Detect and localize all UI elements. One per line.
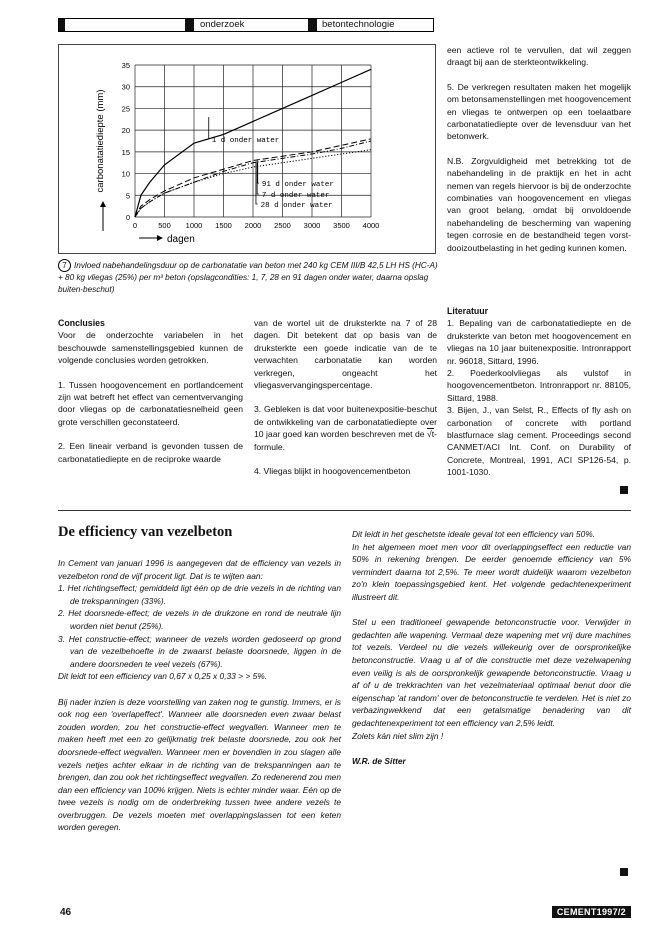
- paragraph: In Cement van januari 1996 is aangegeven dat de efficiency van vezels in vezelbeton rond de vijf procent ligt. Dat is te wijten aan:: [58, 558, 341, 581]
- reference-item: 1. Bepaling van de carbonatatiediepte en de druksterkte van beton met hoogovencement en vliegas na 10 jaar buitenexpositie. Intronrapport nr. 96018, Sittard, 1996.: [447, 318, 631, 366]
- paragraph: 3. Gebleken is dat voor buitenexpositie-beschut de ontwikkeling van de carbonatatiediepte over 10 jaar goed kan worden beschreven met de: [254, 404, 437, 440]
- right-column-text: [447, 44, 631, 254]
- conclusions-heading: Conclusies: [58, 318, 105, 328]
- paragraph: 1. Tussen hoogovencement en portlandcement zijn wat betreft het effect van cementvervanging door vliegas op de carbonatatiesnelheid geen grote verschillen geconstateerd.: [58, 379, 243, 427]
- page-number: 46: [60, 907, 72, 918]
- header-section: onderzoek: [200, 19, 245, 30]
- journal-badge: CEMENT1997/2: [552, 906, 631, 918]
- x-tick-label: 0: [132, 221, 138, 230]
- x-tick-label: 4000: [362, 221, 380, 230]
- y-tick-label: 5: [125, 191, 130, 201]
- x-tick-label: 3000: [303, 221, 321, 230]
- y-tick-label: 20: [121, 126, 130, 136]
- paragraph: 4. Vliegas blijkt in hoogovencementbeton: [254, 466, 411, 477]
- y-tick-label: 0: [125, 213, 130, 222]
- x-tick-label: 2000: [244, 221, 262, 230]
- paragraph: van de wortel uit de druksterkte na 7 of 28 dagen. Dit betekent dat op basis van de druksterkte een goede indicatie van de te verwachten carbonatatie kan worden verkregen, ongeacht het vliegasvervangingspercentage.: [254, 318, 437, 391]
- y-axis-arrowhead: [100, 201, 106, 207]
- annotation-leader: [258, 163, 259, 183]
- caption-text: Invloed nabehandelingsduur op de carbonatatie van beton met 240 kg CEM III/B 42,5 LH HS (HC-A) + 80 kg vliegas (25%) per m³ beton (opslagcondities: 1, 7, 28 en 91 dagen onder water, daarna opslag buiten-beschut): [58, 261, 438, 294]
- header-marker: [185, 19, 194, 31]
- literature-section: [447, 305, 631, 479]
- x-axis-label: dagen: [167, 234, 195, 245]
- sqrt-formula: √t: [427, 429, 435, 440]
- formula-suffix: -formule.: [254, 429, 438, 452]
- section-divider: [58, 510, 631, 511]
- y-tick-label: 30: [121, 82, 130, 92]
- x-tick-label: 500: [158, 221, 171, 230]
- y-axis-label: carbonatatiediepte (mm): [95, 89, 106, 193]
- list-item: 2. Het doorsnede-effect; de vezels in de drukzone en rond de neutrale lijn worden niet benut (25%).: [58, 608, 341, 631]
- paragraph: een actieve rol te vervullen, dat wil zeggen draagt bij aan de sterkteontwikkeling.: [447, 45, 631, 68]
- paragraph: Voor de onderzochte variabelen in het beschouwde samenstellingsgebied kunnen de volgende conclusies worden getrokken.: [58, 330, 243, 366]
- series-annotation: 1 d onder water: [211, 136, 280, 145]
- header-marker: [59, 19, 65, 31]
- chart-frame: [58, 44, 436, 254]
- figure-number: 7: [58, 259, 71, 272]
- paragraph: N.B. Zorgvuldigheid met betrekking tot de nabehandeling in de praktijk en het in acht nemen van regels hiervoor is bij de onderzochte combinaties van hoogovencement en vliegas van groot belang, omdat bij onvoldoende nabehandeling de bescherming van wapening tegen corrosie en de bestandheid tegen vorst-dooizoutbelasting in het geding kunnen komen.: [447, 155, 631, 253]
- series-annotation: 7 d onder water: [261, 191, 330, 200]
- paragraph: In het algemeen moet men voor dit overlappingseffect een reductie van 50% in rekening brengen. De eerder genoemde efficiency van 5% vermindert daarna tot 2,5%. Te meer wordt duidelijk waarom vezelbeton zo'n klein toepassingsgebied kent. Het volgende gedachtenexperiment illustreert dit.: [352, 541, 631, 602]
- series-annotation: 91 d onder water: [261, 181, 334, 190]
- paragraph: Dit leidt tot een efficiency van 0,67 x 0,25 x 0,33 > > 5%.: [58, 671, 268, 682]
- header-bar: [58, 18, 434, 32]
- x-axis-arrowhead: [157, 235, 163, 241]
- y-tick-label: 25: [121, 104, 130, 114]
- y-tick-label: 10: [121, 169, 130, 179]
- article-right-column: [352, 528, 631, 767]
- header-topic: betontechnologie: [322, 19, 395, 30]
- author: W.R. de Sitter: [352, 755, 406, 766]
- literature-heading: Literatuur: [447, 306, 489, 316]
- x-tick-label: 2500: [274, 221, 291, 230]
- paragraph: Bij nader inzien is deze voorstelling van zaken nog te gunstig. Immers, er is ook nog een 'overlapeffect'. Wanneer alle doorsneden even zwaar belast zouden worden, zou het constructie-effect wegvallen. Wanneer men te maken heeft met een zo gelijkmatig trek belaste doorsnede, zou ook het doorsnede-effect wegvallen. Wanneer men er bovendien in zou slagen alle vezels netjes achter elkaar in de richting van de trekspanningen aan te brengen, dan zou ook het richtingseffect wegvallen. Zo redenerend zou men dan een efficiency van 100% krijgen. Niets is echter minder waar. Eén op de twee vezels is nodig om de onderbreking tussen twee andere vezels te overbruggen. De vezels moeten met overlappingslassen tot een keten worden geregen.: [58, 696, 341, 833]
- list-item: 1. Het richtingseffect; gemiddeld ligt één op de drie vezels in de richting van de trekspanningen (33%).: [58, 583, 341, 606]
- article-left-column: [58, 557, 341, 834]
- y-tick-label: 35: [121, 61, 130, 70]
- end-mark: [620, 486, 628, 494]
- paragraph: Dit leidt in het geschetste ideale geval tot een efficiency van 50%.: [352, 529, 596, 539]
- paragraph: Stel u een traditioneel gewapende betonconstructie voor. Verwijder in gedachten alle wapening. Vermaal deze wapening met vrij dure machines tot vezels. Verdeel nu die vezels willekeurig over de oorspronkelijke betonconstructie. Vraag u af of die constructie met deze vezelwapening even veilig is als de oorspronkelijk gewapende betonconstructie. Vraag u af of u de trekkrachten van het vezelmateriaal optimaal benut door die eigenschap 'at random' over de betonconstructie te verdelen. Het is niet zo verbazingwekkend dat een getalsmatige benadering van dit gedachtenexperiment tot een efficiency van 2,5% leidt.: [352, 617, 631, 728]
- paragraph: Zolets kán niet slim zijn !: [352, 730, 444, 741]
- x-tick-label: 1000: [185, 221, 203, 230]
- x-tick-label: 1500: [215, 221, 232, 230]
- reference-item: 3. Bijen, J., van Selst, R., Effects of fly ash on carbonation of concrete with portland blastfurnace slag cement. Proceedings second CANMET/ACI Int. Conf. on Durability of Concrete, Montreal, 1991, ACI SP126-54, p. 1001-1030.: [447, 405, 631, 478]
- y-tick-label: 15: [121, 147, 130, 157]
- header-marker: [308, 19, 317, 31]
- list-item: 3. Het constructie-effect; wanneer de vezels worden gedoseerd op grond van de vezelbehoefte in de zwaarst belaste doorsnede, liggen in de andere doorsneden te veel vezels (67%).: [58, 633, 341, 669]
- carbonatation-chart: [59, 45, 435, 253]
- conclusions-column-1: [58, 317, 243, 465]
- series-annotation: 28 d onder water: [260, 201, 333, 210]
- article-title: De efficiency van vezelbeton: [58, 524, 233, 540]
- x-tick-label: 3500: [333, 221, 350, 230]
- conclusions-column-2: [254, 317, 437, 477]
- paragraph: 2. Een lineair verband is gevonden tussen de carbonatatiediepte en de reciproke waarde: [58, 441, 243, 464]
- figure-caption: [58, 259, 438, 295]
- end-mark: [620, 868, 628, 876]
- reference-item: 2. Poederkoolvliegas als vulstof in hoogovencementbeton. Intronrapport nr. 88105, Sittard, 1988.: [447, 368, 631, 403]
- paragraph: 5. De verkregen resultaten maken het mogelijk om betonsamenstellingen met hoogovencement en vliegas te ontwerpen op een toelaatbare carbonatatiediepte over de levensduur van het betonwerk.: [447, 81, 631, 142]
